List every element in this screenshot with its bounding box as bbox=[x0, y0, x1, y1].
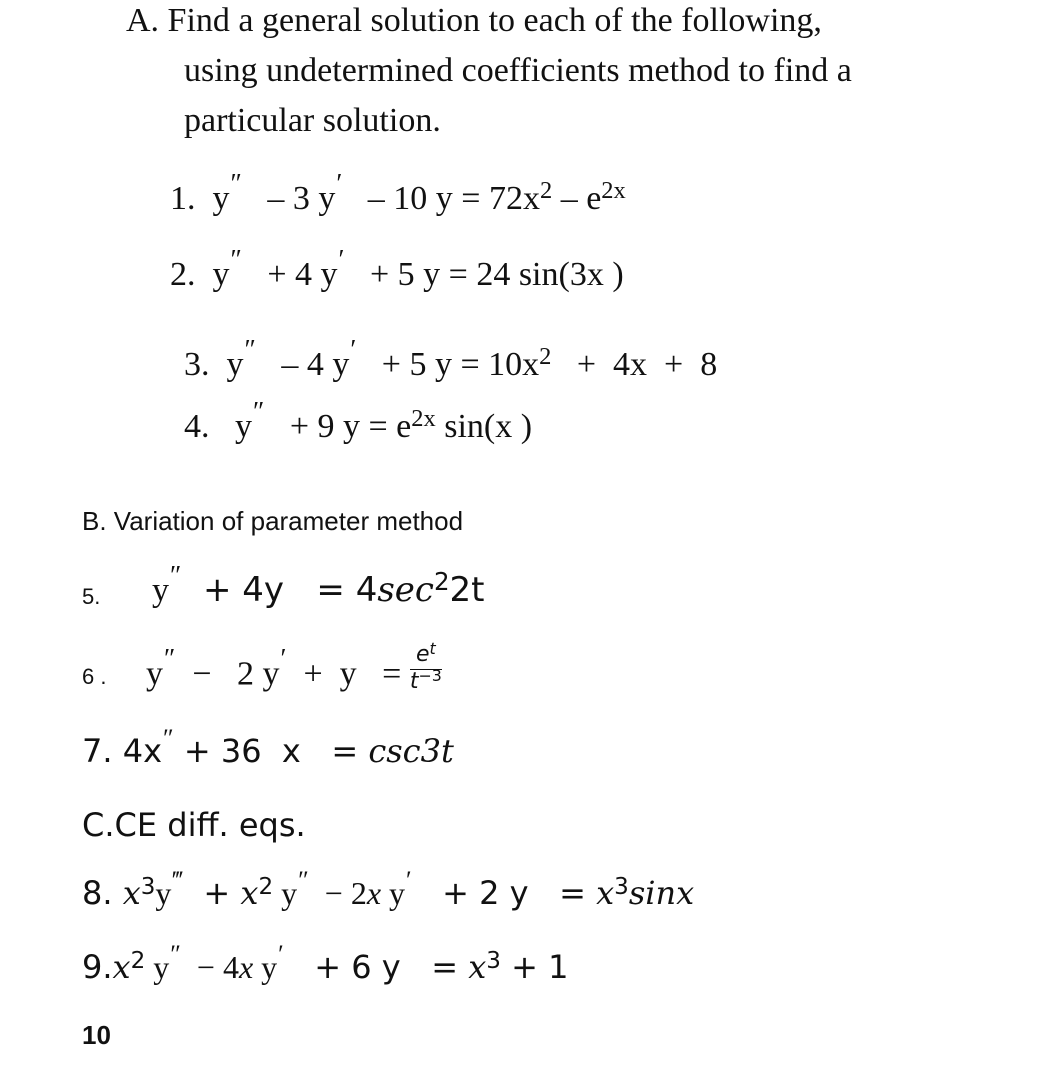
eq-term: sinx bbox=[628, 874, 695, 912]
eq-term: − 2 bbox=[308, 875, 367, 911]
double-prime: ″ bbox=[253, 396, 265, 427]
eq-term: y bbox=[235, 408, 252, 445]
triple-prime: ‴ bbox=[172, 865, 184, 895]
equation-5 bbox=[152, 560, 485, 610]
double-prime: ″ bbox=[170, 560, 182, 591]
eq-term: y bbox=[212, 180, 230, 217]
eq-term: + 2 y = bbox=[411, 874, 597, 912]
equation-4 bbox=[184, 396, 533, 446]
equation-9 bbox=[82, 939, 569, 986]
eq-term: + 5 y = 24 sin(3x ) bbox=[369, 256, 624, 293]
equation-1 bbox=[170, 168, 626, 218]
prime: ′ bbox=[338, 244, 345, 275]
eq-term: + 4y = 4 bbox=[181, 570, 378, 610]
equation-number: 9. bbox=[82, 948, 113, 986]
prime: ′ bbox=[350, 334, 357, 365]
equation-number: 6 . bbox=[82, 664, 107, 689]
eq-term: + 4 y bbox=[267, 256, 338, 293]
eq-term: – 10 y = 72x bbox=[367, 180, 540, 217]
equation-3 bbox=[184, 334, 718, 384]
eq-term: x bbox=[366, 875, 382, 911]
section-b-heading: B. Variation of parameter method bbox=[82, 506, 464, 536]
double-prime: ″ bbox=[163, 723, 174, 753]
eq-rhs: csc3t bbox=[368, 732, 454, 770]
exponent: 2x bbox=[411, 404, 436, 432]
section-a-heading-line2: using undetermined coefficients method to find a bbox=[184, 52, 852, 89]
exponent: 3 bbox=[486, 947, 501, 974]
exponent: 2 bbox=[539, 342, 552, 370]
equation-6 bbox=[146, 638, 442, 703]
equation-number: 2. bbox=[170, 256, 196, 293]
eq-term: y bbox=[146, 655, 163, 693]
eq-term: sec bbox=[377, 570, 434, 610]
exponent: 2 bbox=[539, 176, 553, 204]
prime: ′ bbox=[278, 939, 284, 969]
equation-7 bbox=[82, 723, 454, 770]
eq-term: 7. 4x bbox=[82, 732, 162, 770]
eq-term: – 3 y bbox=[267, 180, 336, 217]
double-prime: ″ bbox=[164, 643, 176, 674]
exponent: 2 bbox=[130, 947, 146, 974]
eq-term: + 9 y = e bbox=[289, 408, 412, 445]
prime: ′ bbox=[280, 643, 287, 674]
double-prime: ″ bbox=[298, 865, 309, 895]
fraction-numerator: $e^t$ bbox=[410, 642, 442, 670]
eq-term: + 36 x = bbox=[173, 732, 369, 770]
section-c-heading: C.CE diff. eqs. bbox=[82, 806, 306, 844]
equation-8 bbox=[82, 865, 695, 912]
eq-term: + 6 y = bbox=[283, 948, 469, 986]
eq-term: + bbox=[183, 874, 241, 912]
exponent: 2 bbox=[433, 566, 450, 596]
eq-term: x bbox=[112, 948, 131, 986]
exponent: 3 bbox=[614, 873, 629, 900]
eq-term: − 2 y bbox=[175, 655, 280, 693]
eq-term: x bbox=[122, 874, 141, 912]
eq-term: y bbox=[145, 949, 170, 985]
double-prime: ″ bbox=[170, 939, 181, 969]
equation-number: 4. bbox=[184, 408, 210, 445]
double-prime: ″ bbox=[244, 334, 256, 365]
eq-term: y bbox=[152, 572, 169, 609]
exponent: 2 bbox=[258, 873, 274, 900]
eq-term: y bbox=[212, 256, 230, 293]
page-label: 10 bbox=[82, 1020, 111, 1050]
eq-term: x bbox=[596, 874, 615, 912]
equation-number: 1. bbox=[170, 180, 196, 217]
eq-term: y bbox=[226, 346, 244, 383]
eq-term: + 5 y = 10x bbox=[381, 346, 540, 383]
equation-number: 8. bbox=[82, 874, 123, 912]
prime: ′ bbox=[406, 865, 412, 895]
eq-term: x bbox=[240, 874, 259, 912]
eq-term: + 1 bbox=[500, 948, 569, 986]
fraction-denominator: $t^{-3}$ bbox=[409, 665, 442, 694]
equation-number: 3. bbox=[184, 346, 210, 383]
equation-2 bbox=[170, 244, 624, 294]
exponent: 3 bbox=[140, 873, 156, 900]
equation-number: 5. bbox=[82, 584, 101, 609]
double-prime: ″ bbox=[230, 168, 242, 199]
eq-term: sin(x ) bbox=[435, 408, 533, 445]
eq-term: 2t bbox=[449, 570, 485, 610]
eq-term: y bbox=[253, 949, 278, 985]
exponent: 2x bbox=[601, 176, 626, 204]
eq-term: + 4x + 8 bbox=[551, 346, 718, 383]
eq-term: − 4 bbox=[180, 949, 239, 985]
section-a-heading-line3: particular solution. bbox=[184, 102, 441, 139]
eq-term: + y = bbox=[286, 655, 402, 693]
fraction bbox=[409, 638, 442, 695]
eq-term: y bbox=[155, 875, 172, 911]
eq-term: y bbox=[273, 875, 298, 911]
prime: ′ bbox=[336, 168, 343, 199]
double-prime: ″ bbox=[230, 244, 242, 275]
eq-term: x bbox=[468, 948, 487, 986]
eq-term: – e bbox=[552, 180, 602, 217]
eq-term: x bbox=[238, 949, 254, 985]
eq-term: – 4 y bbox=[281, 346, 350, 383]
eq-term: y bbox=[381, 875, 406, 911]
section-a-heading-line1: A. Find a general solution to each of the following, bbox=[126, 2, 822, 39]
